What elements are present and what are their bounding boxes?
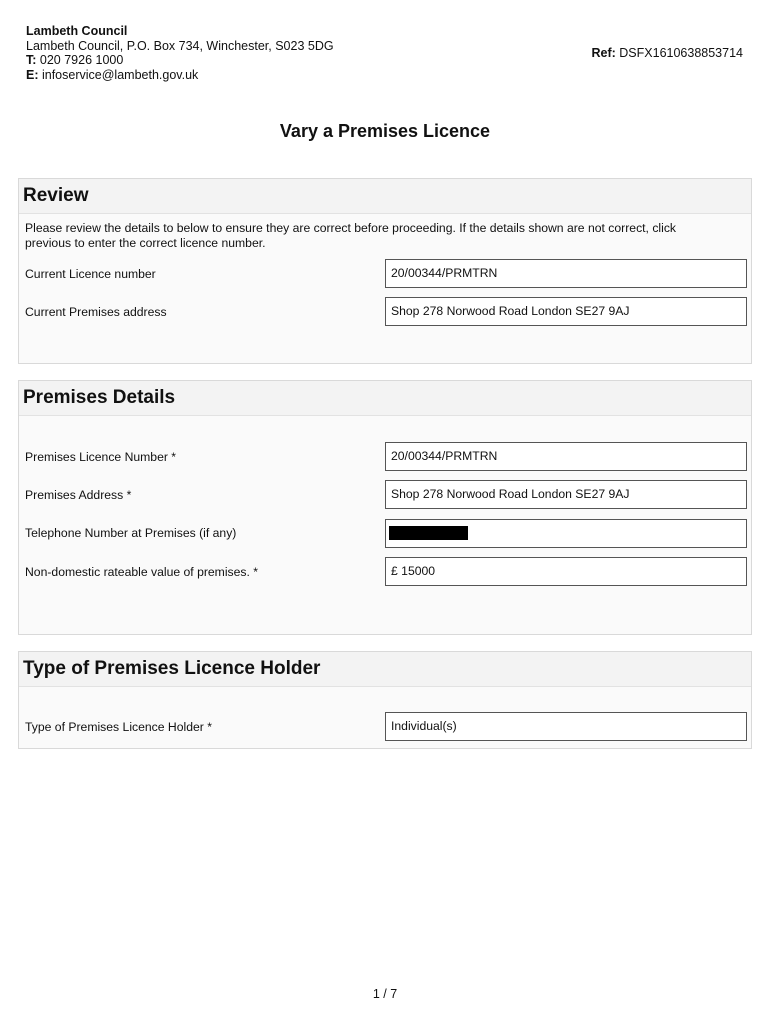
council-header (26, 24, 334, 82)
rateable-value-label: Non-domestic rateable value of premises. * (25, 565, 259, 579)
ref-label: Ref: (591, 46, 616, 60)
org-phone-line (26, 53, 334, 68)
current-premises-address-label: Current Premises address (25, 305, 167, 319)
review-body (19, 214, 751, 363)
reference (591, 46, 743, 60)
review-heading: Review (19, 179, 751, 214)
org-email: infoservice@lambeth.gov.uk (41, 67, 199, 82)
org-email-line (26, 68, 334, 83)
premises-telephone-field[interactable] (385, 519, 747, 548)
phone-label: T: (26, 53, 37, 67)
licence-holder-type-label: Type of Premises Licence Holder * (25, 720, 212, 734)
licence-holder-heading: Type of Premises Licence Holder (19, 652, 751, 687)
page-title: Vary a Premises Licence (279, 121, 491, 141)
ref-number: DSFX1610638853714 (619, 46, 743, 60)
page-number: 1 / 7 (372, 987, 398, 1001)
premises-details-body (19, 416, 751, 634)
premises-details-section (18, 380, 752, 635)
current-licence-number-label: Current Licence number (25, 267, 156, 281)
email-label: E: (26, 67, 39, 82)
org-phone: 020 7926 1000 (39, 53, 124, 67)
current-licence-number-field[interactable]: 20/00344/PRMTRN (385, 259, 747, 288)
premises-address-label: Premises Address * (25, 488, 132, 502)
redaction-block (389, 526, 468, 540)
premises-licence-number-field[interactable]: 20/00344/PRMTRN (385, 442, 747, 471)
premises-licence-number-label: Premises Licence Number * (25, 450, 177, 464)
premises-telephone-label: Telephone Number at Premises (if any) (25, 526, 237, 540)
org-name: Lambeth Council (26, 24, 128, 38)
licence-holder-section (18, 651, 752, 749)
premises-details-heading: Premises Details (19, 381, 751, 416)
review-intro: Please review the details to below to ensure they are correct before proceeding. If the details shown are not correct, click previous to enter the correct licence number. (25, 221, 677, 250)
premises-address-field[interactable]: Shop 278 Norwood Road London SE27 9AJ (385, 480, 747, 509)
licence-holder-body (19, 687, 751, 748)
current-premises-address-field[interactable]: Shop 278 Norwood Road London SE27 9AJ (385, 297, 747, 326)
review-section (18, 178, 752, 364)
rateable-value-field[interactable]: £ 15000 (385, 557, 747, 586)
licence-holder-type-field[interactable]: Individual(s) (385, 712, 747, 741)
org-address: Lambeth Council, P.O. Box 734, Winchester, S023 5DG (26, 38, 334, 53)
